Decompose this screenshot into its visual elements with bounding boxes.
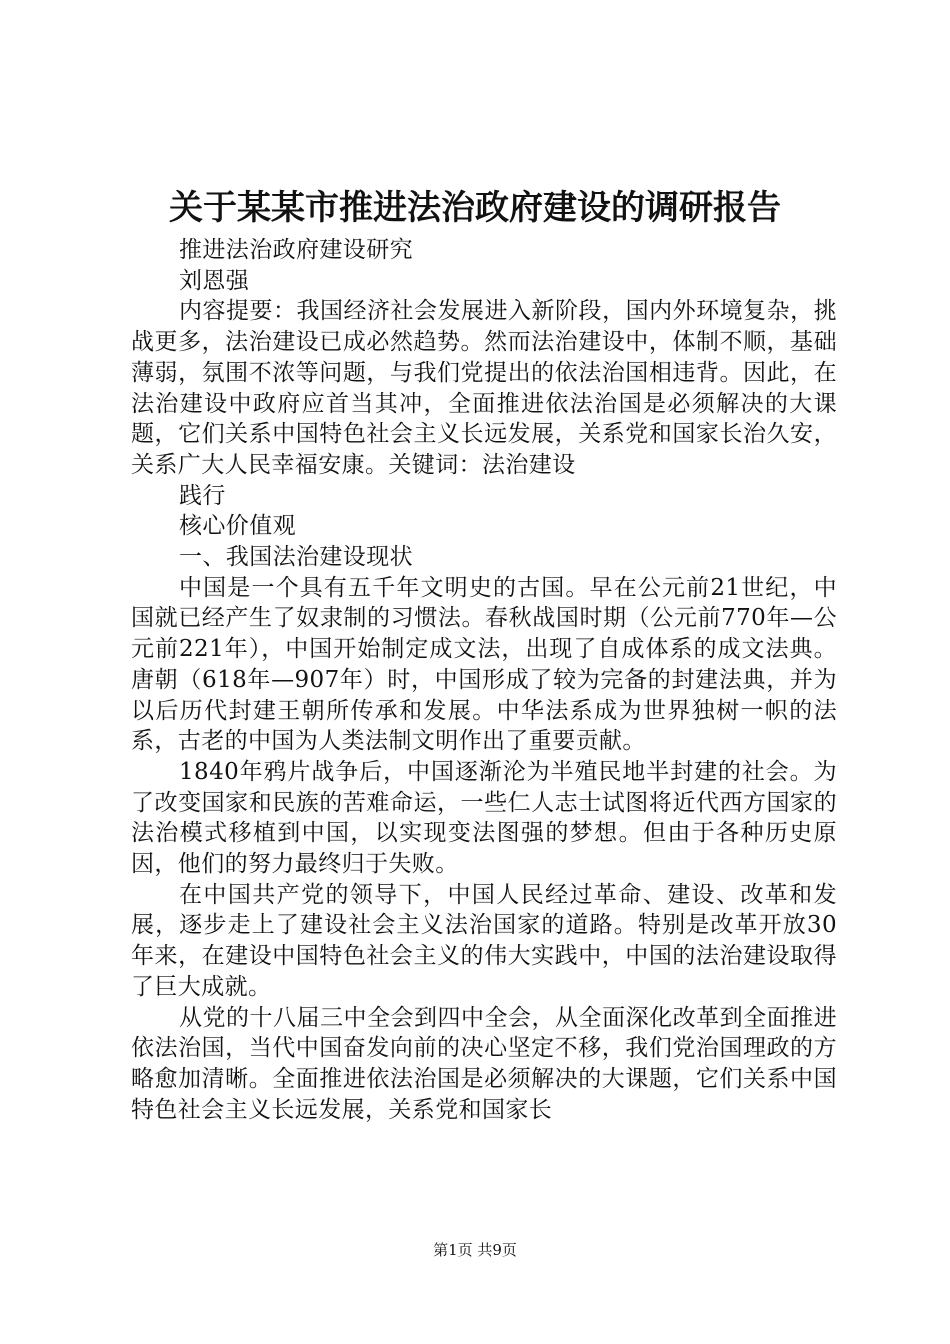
author: 刘恩强	[179, 267, 250, 294]
section-heading: 一、我国法治建设现状	[179, 544, 413, 571]
page-footer: 第1页 共9页	[433, 1241, 517, 1259]
document-title: 关于某某市推进法治政府建设的调研报告	[169, 188, 781, 228]
body-paragraph: 中国是一个具有五千年文明史的古国。早在公元前21世纪，中国就已经产生了奴隶制的习惯法。春秋战国时期（公元前770年—公元前221年），中国开始制定成文法，出现了自成体系的成文法典。唐朝（618年—907年）时，中国形成了较为完备的封建法典，并为以后历代封建王朝所传承和发展。中华法系成为世界独树一帜的法系，古老的中国为人类法制文明作出了重要贡献。	[131, 574, 837, 755]
body-paragraph: 从党的十八届三中全会到四中全会，从全面深化改革到全面推进依法治国，当代中国奋发向前的决心坚定不移，我们党治国理政的方略愈加清晰。全面推进依法治国是必须解决的大课题，它们关系中国特色社会主义长远发展，关系党和国家长	[131, 1004, 837, 1123]
abstract-paragraph: 内容提要：我国经济社会发展进入新阶段，国内外环境复杂，挑战更多，法治建设已成必然趋势。然而法治建设中，体制不顺，基础薄弱，氛围不浓等问题，与我们党提出的依法治国相违背。因此，在法治建设中政府应首当其冲，全面推进依法治国是必须解决的大课题，它们关系中国特色社会主义长远发展，关系党和国家长治久安，关系广大人民幸福安康。关键词：法治建设	[131, 298, 837, 478]
keyword-line: 核心价值观	[179, 513, 296, 540]
body-paragraph: 1840年鸦片战争后，中国逐渐沦为半殖民地半封建的社会。为了改变国家和民族的苦难命运，一些仁人志士试图将近代西方国家的法治模式移植到中国，以实现变法图强的梦想。但由于各种历史原因，他们的努力最终归于失败。	[131, 758, 837, 878]
keyword-line: 践行	[179, 482, 226, 509]
body-paragraph: 在中国共产党的领导下，中国人民经过革命、建设、改革和发展，逐步走上了建设社会主义法治国家的道路。特别是改革开放30年来，在建设中国特色社会主义的伟大实践中，中国的法治建设取得了巨大成就。	[131, 881, 837, 1000]
document-body	[131, 235, 837, 1125]
subtitle: 推进法治政府建设研究	[179, 237, 413, 263]
